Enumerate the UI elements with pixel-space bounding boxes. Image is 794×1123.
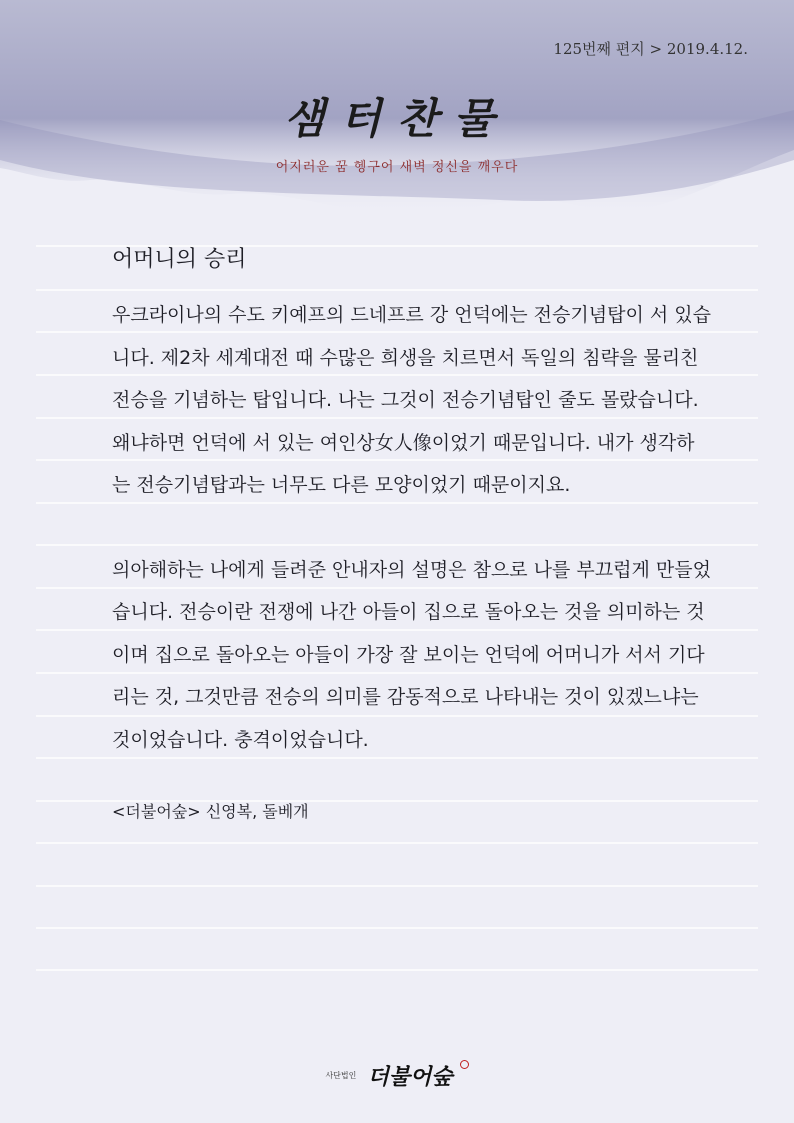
letter-body	[112, 238, 712, 822]
seal-icon	[460, 1060, 469, 1069]
book-source: <더불어숲> 신영복, 돌베개	[112, 802, 309, 821]
paragraph: 우크라이나의 수도 키예프의 드네프르 강 언덕에는 전승기념탑이 서 있습니다. 제2차 세계대전 때 수많은 희생을 치르면서 독일의 침략을 물리친 전승을 기념하는 탑입니다. 나는 그것이 전승기념탑인 줄도 몰랐습니다. 왜냐하면 언덕에 서 있는 여인상女人像이었기 때문입니다. 내가 생각하는 전승기념탑과는 너무도 다른 모양이었기 때문이지요.	[112, 304, 711, 496]
issue-date: 125번째 편지 > 2019.4.12.	[553, 40, 748, 58]
footer-org-name: 더불어숲	[367, 1064, 453, 1090]
paragraph: 의아해하는 나에게 들려준 안내자의 설명은 참으로 나를 부끄럽게 만들었습니다. 전승이란 전쟁에 나간 아들이 집으로 돌아오는 것을 의미하는 것이며 집으로 돌아오는 아들이 가장 잘 보이는 언덕에 어머니가 서서 기다리는 것, 그것만큼 전승의 의미를 감동적으로 나타내는 것이 있겠느냐는 것이었습니다. 충격이었습니다.	[112, 558, 711, 751]
brand-logo: 샘터찬물	[283, 94, 511, 143]
tagline: 어지러운 꿈 헹구어 새벽 정신을 깨우다	[275, 160, 519, 175]
footer-logo	[0, 1060, 794, 1091]
footer-org-type: 사단법인	[325, 1071, 357, 1080]
letter-title: 어머니의 승리	[112, 247, 247, 272]
